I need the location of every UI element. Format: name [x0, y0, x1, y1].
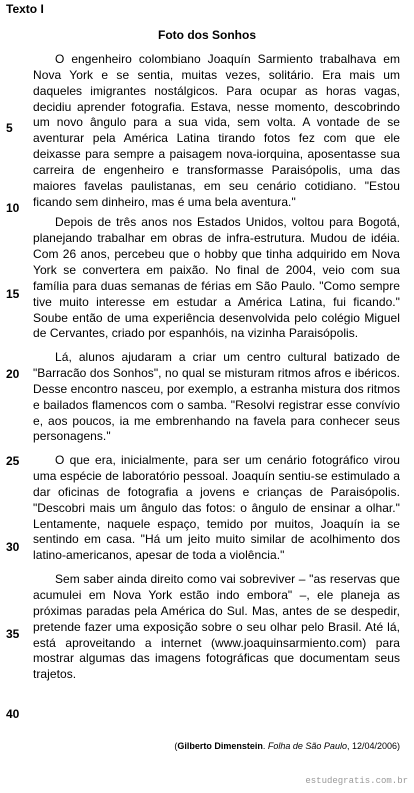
paragraph: Lá, alunos ajudaram a criar um centro cultural batizado de "Barracão dos Sonhos", no qual se misturam ritmos afros e ibéricos. Desse encontro nasceu, por exemplo, a estranha mistura dos ritmos e bailados flamencos com o samba. "Resolvi registrar esse convívio e, aos poucos, ia me embrenhando na favela para conhecer seus personagens.": [33, 350, 400, 444]
paragraph: Sem saber ainda direito como vai sobreviver – "as reservas que acumulei em Nova York estão indo embora" –, ele planeja as próximas paradas pela América do Sul. Mas, antes de se despedir, pretende fazer uma exposição sobre o seu olhar pelo Brasil. Até lá, está aproveitando a internet (www.joaquinsarmiento.com) para mostrar algumas das imagens fotográficas que documentam seus trajetos.: [33, 572, 400, 682]
line-number: 20: [6, 367, 20, 381]
line-number: 35: [6, 627, 20, 641]
citation-date: , 12/04/2006): [346, 741, 400, 751]
line-number: 30: [6, 540, 20, 554]
citation-source: Folha de São Paulo: [267, 741, 347, 751]
citation-open: (: [174, 741, 178, 751]
line-number: 40: [6, 707, 20, 721]
line-number: 25: [6, 454, 20, 468]
line-number: 5: [6, 121, 13, 135]
citation-author: Gilberto Dimenstein: [177, 741, 263, 751]
citation-separator: .: [262, 741, 268, 751]
paragraph: Depois de três anos nos Estados Unidos, voltou para Bogotá, planejando trabalhar em obras de infra-estrutura. Mudou de idéia. Com 26 anos, percebeu que o hobby que tinha adquirido em Nova York se convertera em paixão. No final de 2004, veio com sua família para duas semanas de férias em São Paulo. "Como sempre tive muito interesse em estudar a América Latina, fui ficando." Soube então de uma experiência desenvolvida pelo colégio Miguel de Cervantes, criado por espanhóis, na vizinha Paraisópolis.: [33, 215, 400, 341]
line-number: 15: [6, 287, 20, 301]
source-citation: [174, 741, 400, 751]
paragraph: O que era, inicialmente, para ser um cenário fotográfico virou uma espécie de laboratório pessoal. Joaquín sentiu-se estimulado a dar oficinas de fotografia a jovens e crianças de Paraisópolis. "Descobri mais um ângulo das fotos: o ângulo de ensinar a olhar." Lentamente, naquele espaço, temido por muitos, Joaquín ia se sentindo em casa. "Há um jeito muito similar de acolhimento dos latino-americanos, apesar de toda a violência.": [33, 453, 400, 563]
line-number: 10: [6, 201, 20, 215]
article-body: [33, 52, 400, 683]
paragraph: O engenheiro colombiano Joaquín Sarmiento trabalhava em Nova York e se sentia, muitas vezes, solitário. Era mais um daqueles imigrantes nostálgicos. Para ocupar as horas vagas, decidiu aprender fotografia. Estava, nesse momento, descobrindo um novo ângulo para a sua vida, sem volta. A vontade de se aventurar pela América Latina tirando fotos fez com que ele deixasse para sempre a paisagem nova-iorquina, aposentasse sua carreira de engenheiro e transformasse Paraisópolis, uma das maiores favelas paulistanas, em seu cenário cotidiano. "Estou ficando sem dinheiro, mas é uma bela aventura.": [33, 52, 400, 209]
text-section-label: Texto I: [6, 2, 44, 16]
article-title: Foto dos Sonhos: [158, 28, 256, 42]
site-watermark: estudegratis.com.br: [305, 776, 408, 786]
